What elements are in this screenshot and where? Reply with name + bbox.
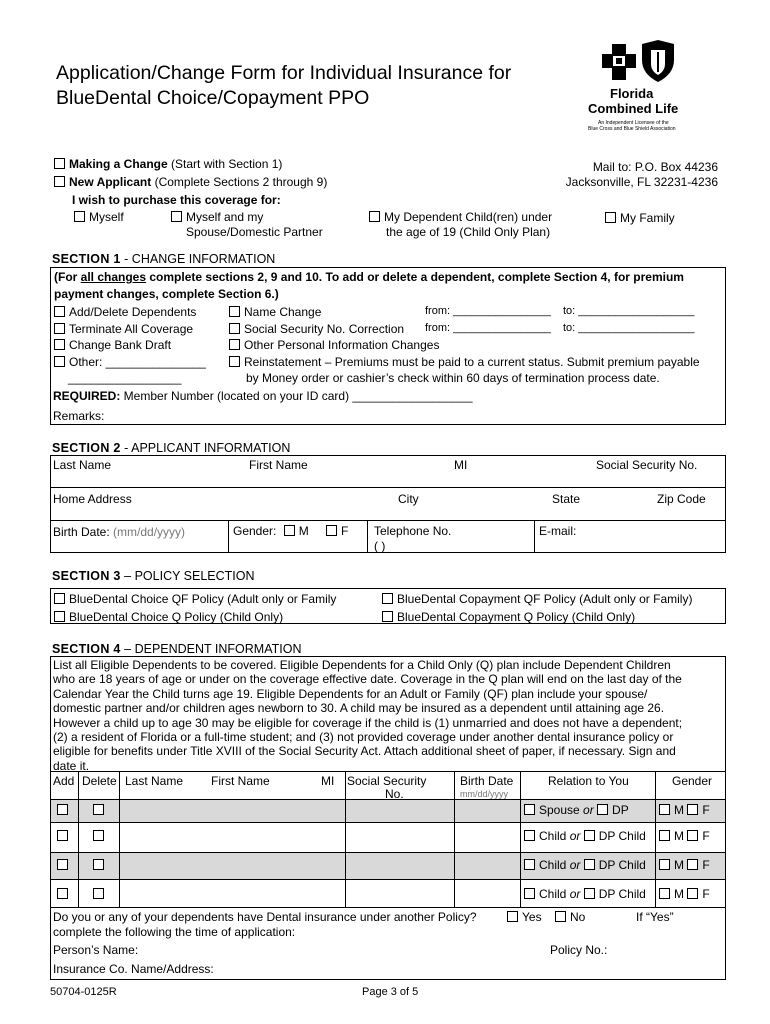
gender-f-checkbox[interactable] bbox=[326, 525, 337, 536]
row4-delete-checkbox[interactable] bbox=[93, 888, 104, 899]
other-change-option[interactable]: Other: _______________ bbox=[54, 355, 206, 369]
col-last-name: Last Name bbox=[125, 774, 184, 788]
section4-heading: SECTION 4 – DEPENDENT INFORMATION bbox=[52, 642, 302, 656]
col-delete: Delete bbox=[82, 774, 117, 788]
child-only-checkbox[interactable] bbox=[369, 211, 380, 222]
col-add: Add bbox=[53, 774, 75, 788]
other-insurance-yes[interactable]: Yes bbox=[507, 910, 542, 924]
row3-relation[interactable]: Child or DP Child bbox=[524, 858, 646, 872]
col-ssn-line2: No. bbox=[385, 787, 404, 801]
dp-child-checkbox bbox=[584, 859, 595, 870]
add-delete-option[interactable]: Add/Delete Dependents bbox=[54, 305, 196, 319]
coverage-myself-spouse-line2: Spouse/Domestic Partner bbox=[186, 225, 323, 239]
row2-add-checkbox[interactable] bbox=[57, 830, 68, 841]
name-change-from[interactable]: from: ________________ bbox=[425, 305, 551, 317]
applicant-ssn-field[interactable]: Social Security No. bbox=[596, 458, 698, 472]
name-change-to[interactable]: to: ___________________ bbox=[563, 305, 695, 317]
myself-spouse-checkbox[interactable] bbox=[171, 211, 182, 222]
spouse-checkbox bbox=[524, 804, 535, 815]
row4-f-checkbox bbox=[687, 888, 698, 899]
add-delete-checkbox[interactable] bbox=[54, 306, 65, 317]
gender-m-checkbox[interactable] bbox=[284, 525, 295, 536]
section1-instruction-line2: payment changes, complete Section 6.) bbox=[54, 287, 279, 301]
reinstatement-line2: by Money order or cashier’s check within 60 days of termination process date. bbox=[246, 371, 660, 385]
blue-cross-icon bbox=[598, 42, 642, 82]
city-field[interactable]: City bbox=[398, 492, 419, 506]
dp-checkbox bbox=[597, 804, 608, 815]
myself-checkbox[interactable] bbox=[74, 211, 85, 222]
coverage-myself-option[interactable]: Myself bbox=[74, 210, 124, 224]
complete-following-label: complete the following the time of application: bbox=[53, 925, 296, 939]
bank-draft-option[interactable]: Change Bank Draft bbox=[54, 338, 171, 352]
home-address-field[interactable]: Home Address bbox=[53, 492, 132, 506]
new-applicant-option[interactable]: New Applicant (Complete Sections 2 through 9) bbox=[54, 175, 327, 189]
logo-brand-florida: Florida bbox=[610, 86, 654, 101]
row2-m-checkbox bbox=[659, 830, 670, 841]
no-checkbox bbox=[555, 911, 566, 922]
col-birth-format: mm/dd/yyyy bbox=[460, 789, 509, 799]
making-change-option[interactable]: Making a Change (Start with Section 1) bbox=[54, 157, 282, 171]
policy-copay-q-option[interactable]: BlueDental Copayment Q Policy (Child Only) bbox=[382, 610, 635, 624]
coverage-myself-spouse-option[interactable]: Myself and my bbox=[171, 210, 263, 224]
coverage-child-option[interactable]: My Dependent Child(ren) under bbox=[369, 210, 552, 224]
mail-to-line2: Jacksonville, FL 32231-4236 bbox=[565, 175, 718, 189]
section2-heading: SECTION 2 - APPLICANT INFORMATION bbox=[52, 441, 291, 455]
row4-gender[interactable]: M F bbox=[659, 887, 710, 901]
form-title-line1: Application/Change Form for Individual Insurance for bbox=[56, 62, 512, 84]
col-ssn: Social Security bbox=[347, 774, 427, 788]
ssn-correction-option[interactable]: Social Security No. Correction bbox=[229, 322, 404, 336]
telephone-area-code[interactable]: ( ) bbox=[374, 539, 386, 553]
bank-draft-checkbox[interactable] bbox=[54, 339, 65, 350]
logo-brand-combined-life: Combined Life bbox=[588, 101, 679, 116]
form-number: 50704-0125R bbox=[50, 986, 117, 998]
section3-heading: SECTION 3 – POLICY SELECTION bbox=[52, 569, 255, 583]
row2-delete-checkbox[interactable] bbox=[93, 830, 104, 841]
telephone-field[interactable]: Telephone No. bbox=[374, 524, 452, 538]
gender-field: Gender: M F bbox=[233, 524, 349, 538]
row1-gender[interactable]: M F bbox=[659, 803, 710, 817]
terminate-option[interactable]: Terminate All Coverage bbox=[54, 322, 193, 336]
applicant-first-name-field[interactable]: First Name bbox=[249, 458, 308, 472]
purchase-coverage-label: I wish to purchase this coverage for: bbox=[72, 193, 281, 207]
birth-date-field[interactable]: Birth Date: (mm/dd/yyyy) bbox=[53, 525, 186, 539]
row2-gender[interactable]: M F bbox=[659, 829, 710, 843]
reinstatement-option[interactable]: Reinstatement – Premiums must be paid to a current status. Submit premium payable bbox=[229, 355, 700, 369]
section1-heading: SECTION 1 - CHANGE INFORMATION bbox=[52, 252, 276, 266]
zip-field[interactable]: Zip Code bbox=[657, 492, 706, 506]
col-gender: Gender bbox=[672, 774, 713, 788]
row1-m-checkbox bbox=[659, 804, 670, 815]
state-field[interactable]: State bbox=[552, 492, 581, 506]
name-change-checkbox[interactable] bbox=[229, 306, 240, 317]
policy-copay-q-checkbox[interactable] bbox=[382, 611, 393, 622]
company-logo bbox=[586, 38, 706, 138]
coverage-child-line2: the age of 19 (Child Only Plan) bbox=[386, 225, 551, 239]
reinstatement-checkbox[interactable] bbox=[229, 356, 240, 367]
child-checkbox bbox=[524, 830, 535, 841]
row1-f-checkbox bbox=[687, 804, 698, 815]
policy-choice-qf-checkbox[interactable] bbox=[54, 593, 65, 604]
applicant-mi-field[interactable]: MI bbox=[454, 458, 468, 472]
blue-shield-icon bbox=[640, 40, 676, 82]
policy-copay-qf-checkbox[interactable] bbox=[382, 593, 393, 604]
if-yes-label: If “Yes” bbox=[636, 910, 674, 924]
person-name-field[interactable]: Person’s Name: bbox=[53, 943, 139, 957]
policy-choice-q-checkbox[interactable] bbox=[54, 611, 65, 622]
insurance-co-field[interactable]: Insurance Co. Name/Address: bbox=[53, 962, 214, 976]
dependent-eligibility-paragraph: List all Eligible Dependents to be covered. Eligible Dependents for a Child Only (Q) plan include Dependent Children who are 18 years of age or under on the coverage effective date. Coverage in the Q plan will end on the last day of the Calendar Year the Child turns age 19. Eligible Dependents for an Adult or Family (QF) plan include your spouse/ domestic partner and/or children ages newborn to 30. A child may be insured as a dependent until attaining age 26. However a child up to age 30 may be eligible for coverage if the child is (1) unmarried and does not have a dependent; (2) a resident of Florida or a full-time student; and (3) not provided coverage under another dental insurance policy or eligible for benefits under Title XVIII of the Social Security Act. Attach additional sheet of paper, if necessary. Sign and date it. bbox=[53, 658, 683, 773]
other-insurance-question: Do you or any of your dependents have Dental insurance under another Policy? bbox=[53, 910, 477, 924]
logo-sub-line2: Blue Cross and Blue Shield Association bbox=[588, 126, 676, 132]
other-personal-checkbox[interactable] bbox=[229, 339, 240, 350]
policy-no-field[interactable]: Policy No.: bbox=[550, 943, 608, 957]
mail-to-line1: Mail to: P.O. Box 44236 bbox=[592, 160, 718, 174]
other-change-line[interactable]: _________________ bbox=[68, 371, 182, 385]
row4-m-checkbox bbox=[659, 888, 670, 899]
form-title-line2: BlueDental Choice/Copayment PPO bbox=[56, 87, 370, 109]
other-insurance-no[interactable]: No bbox=[555, 910, 585, 924]
email-field[interactable]: E-mail: bbox=[539, 524, 577, 538]
child-checkbox bbox=[524, 859, 535, 870]
dp-child-checkbox bbox=[584, 888, 595, 899]
ssn-correction-to[interactable]: to: ___________________ bbox=[563, 322, 695, 334]
other-change-checkbox[interactable] bbox=[54, 356, 65, 367]
row3-m-checkbox bbox=[659, 859, 670, 870]
dp-child-checkbox bbox=[584, 830, 595, 841]
new-applicant-checkbox[interactable] bbox=[54, 176, 65, 187]
remarks-label: Remarks: bbox=[53, 409, 105, 423]
family-checkbox[interactable] bbox=[605, 212, 616, 223]
row1-add-checkbox[interactable] bbox=[57, 804, 68, 815]
ssn-correction-checkbox[interactable] bbox=[229, 323, 240, 334]
row1-relation[interactable]: Spouse or DP bbox=[524, 803, 629, 817]
coverage-family-option[interactable]: My Family bbox=[605, 211, 675, 225]
policy-copay-qf-option[interactable]: BlueDental Copayment QF Policy (Adult only or Family) bbox=[382, 592, 692, 606]
section1-instruction-line1: (For all changes complete sections 2, 9 and 10. To add or delete a dependent, complete Section 4, for premium bbox=[54, 270, 684, 284]
col-first-name: First Name bbox=[211, 774, 270, 788]
row3-add-checkbox[interactable] bbox=[57, 859, 68, 870]
row3-gender[interactable]: M F bbox=[659, 858, 710, 872]
row2-f-checkbox bbox=[687, 830, 698, 841]
row4-add-checkbox[interactable] bbox=[57, 888, 68, 899]
policy-choice-q-option[interactable]: BlueDental Choice Q Policy (Child Only) bbox=[54, 610, 283, 624]
logo-sub-line1: An Independent Licensee of the bbox=[598, 120, 669, 126]
col-birth-date: Birth Date bbox=[460, 774, 514, 788]
col-mi: MI bbox=[321, 774, 335, 788]
applicant-last-name-field[interactable]: Last Name bbox=[53, 458, 112, 472]
other-personal-option[interactable]: Other Personal Information Changes bbox=[229, 338, 439, 352]
member-number-required[interactable]: REQUIRED: Member Number (located on your ID card) __________________ bbox=[53, 389, 473, 403]
child-checkbox bbox=[524, 888, 535, 899]
ssn-correction-from[interactable]: from: ________________ bbox=[425, 322, 551, 334]
policy-choice-qf-option[interactable]: BlueDental Choice QF Policy (Adult only or Family bbox=[54, 592, 336, 606]
page-number: Page 3 of 5 bbox=[362, 986, 419, 998]
yes-checkbox bbox=[507, 911, 518, 922]
row1-delete-checkbox[interactable] bbox=[93, 804, 104, 815]
row3-delete-checkbox[interactable] bbox=[93, 859, 104, 870]
row2-relation[interactable]: Child or DP Child bbox=[524, 829, 646, 843]
terminate-checkbox[interactable] bbox=[54, 323, 65, 334]
row4-relation[interactable]: Child or DP Child bbox=[524, 887, 646, 901]
col-relation: Relation to You bbox=[548, 774, 629, 788]
row3-f-checkbox bbox=[687, 859, 698, 870]
making-change-checkbox[interactable] bbox=[54, 158, 65, 169]
name-change-option[interactable]: Name Change bbox=[229, 305, 321, 319]
